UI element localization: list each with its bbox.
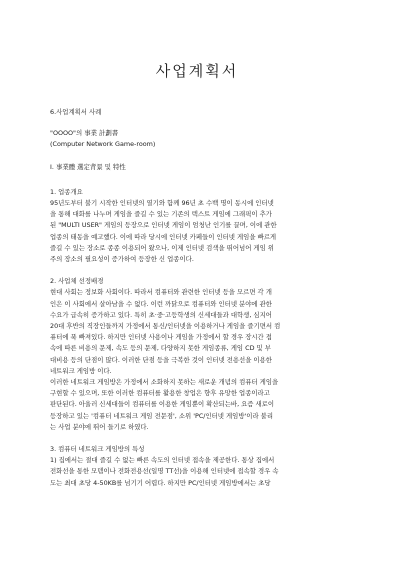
text-line: 전화선을 통한 모뎀이나 전화전용선(일명 TT선)을 이용해 인터넷에 접속할 경우 속 xyxy=(50,467,279,476)
section-heading: 6.사업계획서 사례 xyxy=(50,108,102,116)
text-line: 된 "MULTI USER" 게임의 등장으로 인터넷 게임이 엄청난 인기를 끌며, 이에 관한 xyxy=(50,221,277,230)
text-line: 1) 집에서는 절대 즐길 수 없는 빠른 속도의 인터넷 접속을 제공한다. 통상 집에서 xyxy=(50,456,275,465)
section-2-heading: 2. 사업체 선정배경 xyxy=(50,277,104,286)
text-line: 등장하고 있는 '컴퓨터 네트워크 게임 전문점', 소위 'PC/인터넷 게임방'이라 불리 xyxy=(50,411,274,420)
text-line: 도는 최대 초당 4-50KB를 넘기기 어렵다. 하지만 PC/인터넷 게임방에서는 초당 xyxy=(50,478,271,487)
project-subtitle: (Computer Network Game-room) xyxy=(50,140,156,149)
text-line: 업종의 태동을 예고했다. 이에 따라 당시에 인터넷 카페들이 인터넷 게임을 빠르게 xyxy=(50,232,277,241)
text-line: 속에 따른 비용의 문제, 속도 등의 문제, 다양하지 못한 게임종류, 게임 CD 및 부 xyxy=(50,344,271,353)
text-line: 현대 사회는 정보화 사회이다. 따라서 컴퓨터와 관련한 인터넷 등을 모르면 각 개 xyxy=(50,288,272,297)
text-line: 퓨터에 푹 빠져있다. 하지만 인터넷 사용이나 게임을 가정에서 할 경우 장시간 접 xyxy=(50,333,272,342)
text-line: 네트워크 게임방 이다. xyxy=(50,366,112,375)
text-line: 95년도부터 불기 시작한 인터넷의 열기와 함께 96년 초 수백 명이 동시에 인터넷 xyxy=(50,199,274,208)
text-line: 구현할 수 있으며, 또한 이러한 컴퓨터를 활용한 창업은 향후 유망한 업종이라고 xyxy=(50,389,270,398)
section-1-paragraph-1 xyxy=(50,198,344,265)
project-name: "OOOO"의 事業 計劃書 xyxy=(50,129,119,138)
text-line: 판단된다. 아울러 신세대들이 컴퓨터를 이용한 게임뿐이 확산되는바, 요즘 새로이 xyxy=(50,400,275,409)
text-line: 인은 이 사회에서 살아남을 수 없다. 이런 까닭으로 컴퓨터와 인터넷 분야에 관한 xyxy=(50,299,272,308)
text-line: 을 통해 대화를 나누며 게임을 즐길 수 있는 기존의 텍스트 게임에 그래픽이 추가 xyxy=(50,210,272,219)
text-line: 20대 후반의 직장인들까지 가정에서 통신/인터넷을 이용하거나 게임을 즐기면서 컴 xyxy=(50,322,281,331)
section-2-paragraph-1 xyxy=(50,287,344,377)
text-line: 는 사업 분야에 뛰어 들기로 하였다. xyxy=(50,422,149,431)
document-title: 사업계획서 xyxy=(155,62,239,80)
category-heading: Ⅰ. 事業體 選定背景 및 特性 xyxy=(50,162,126,171)
section-1-heading: 1. 업종개요 xyxy=(50,187,83,196)
text-line: 수요가 급속히 증가하고 있다. 특히 초·중·고등학생의 신세대들과 대학생, 심지어 xyxy=(50,310,272,319)
section-3-paragraph-1 xyxy=(50,455,344,489)
text-line: 이러한 네트워크 게임방은 가정에서 소화하지 못하는 새로운 개념의 컴퓨터 게임을 xyxy=(50,378,279,387)
section-2-paragraph-2 xyxy=(50,377,344,433)
text-line: 대비용 등의 단점이 많다. 이러한 단점 등을 극복한 것이 인터넷 전용선을 이용한 xyxy=(50,355,272,364)
section-3-heading: 3. 컴퓨터 네트워크 게임방의 특성 xyxy=(50,445,145,454)
text-line: 즐길 수 있는 장소로 종종 이용되어 왔으나, 이제 인터넷 검색을 뛰어넘어 게임 위 xyxy=(50,243,274,252)
text-line: 주의 장소의 필요성이 증가하여 등장한 신 업종이다. xyxy=(50,255,194,264)
